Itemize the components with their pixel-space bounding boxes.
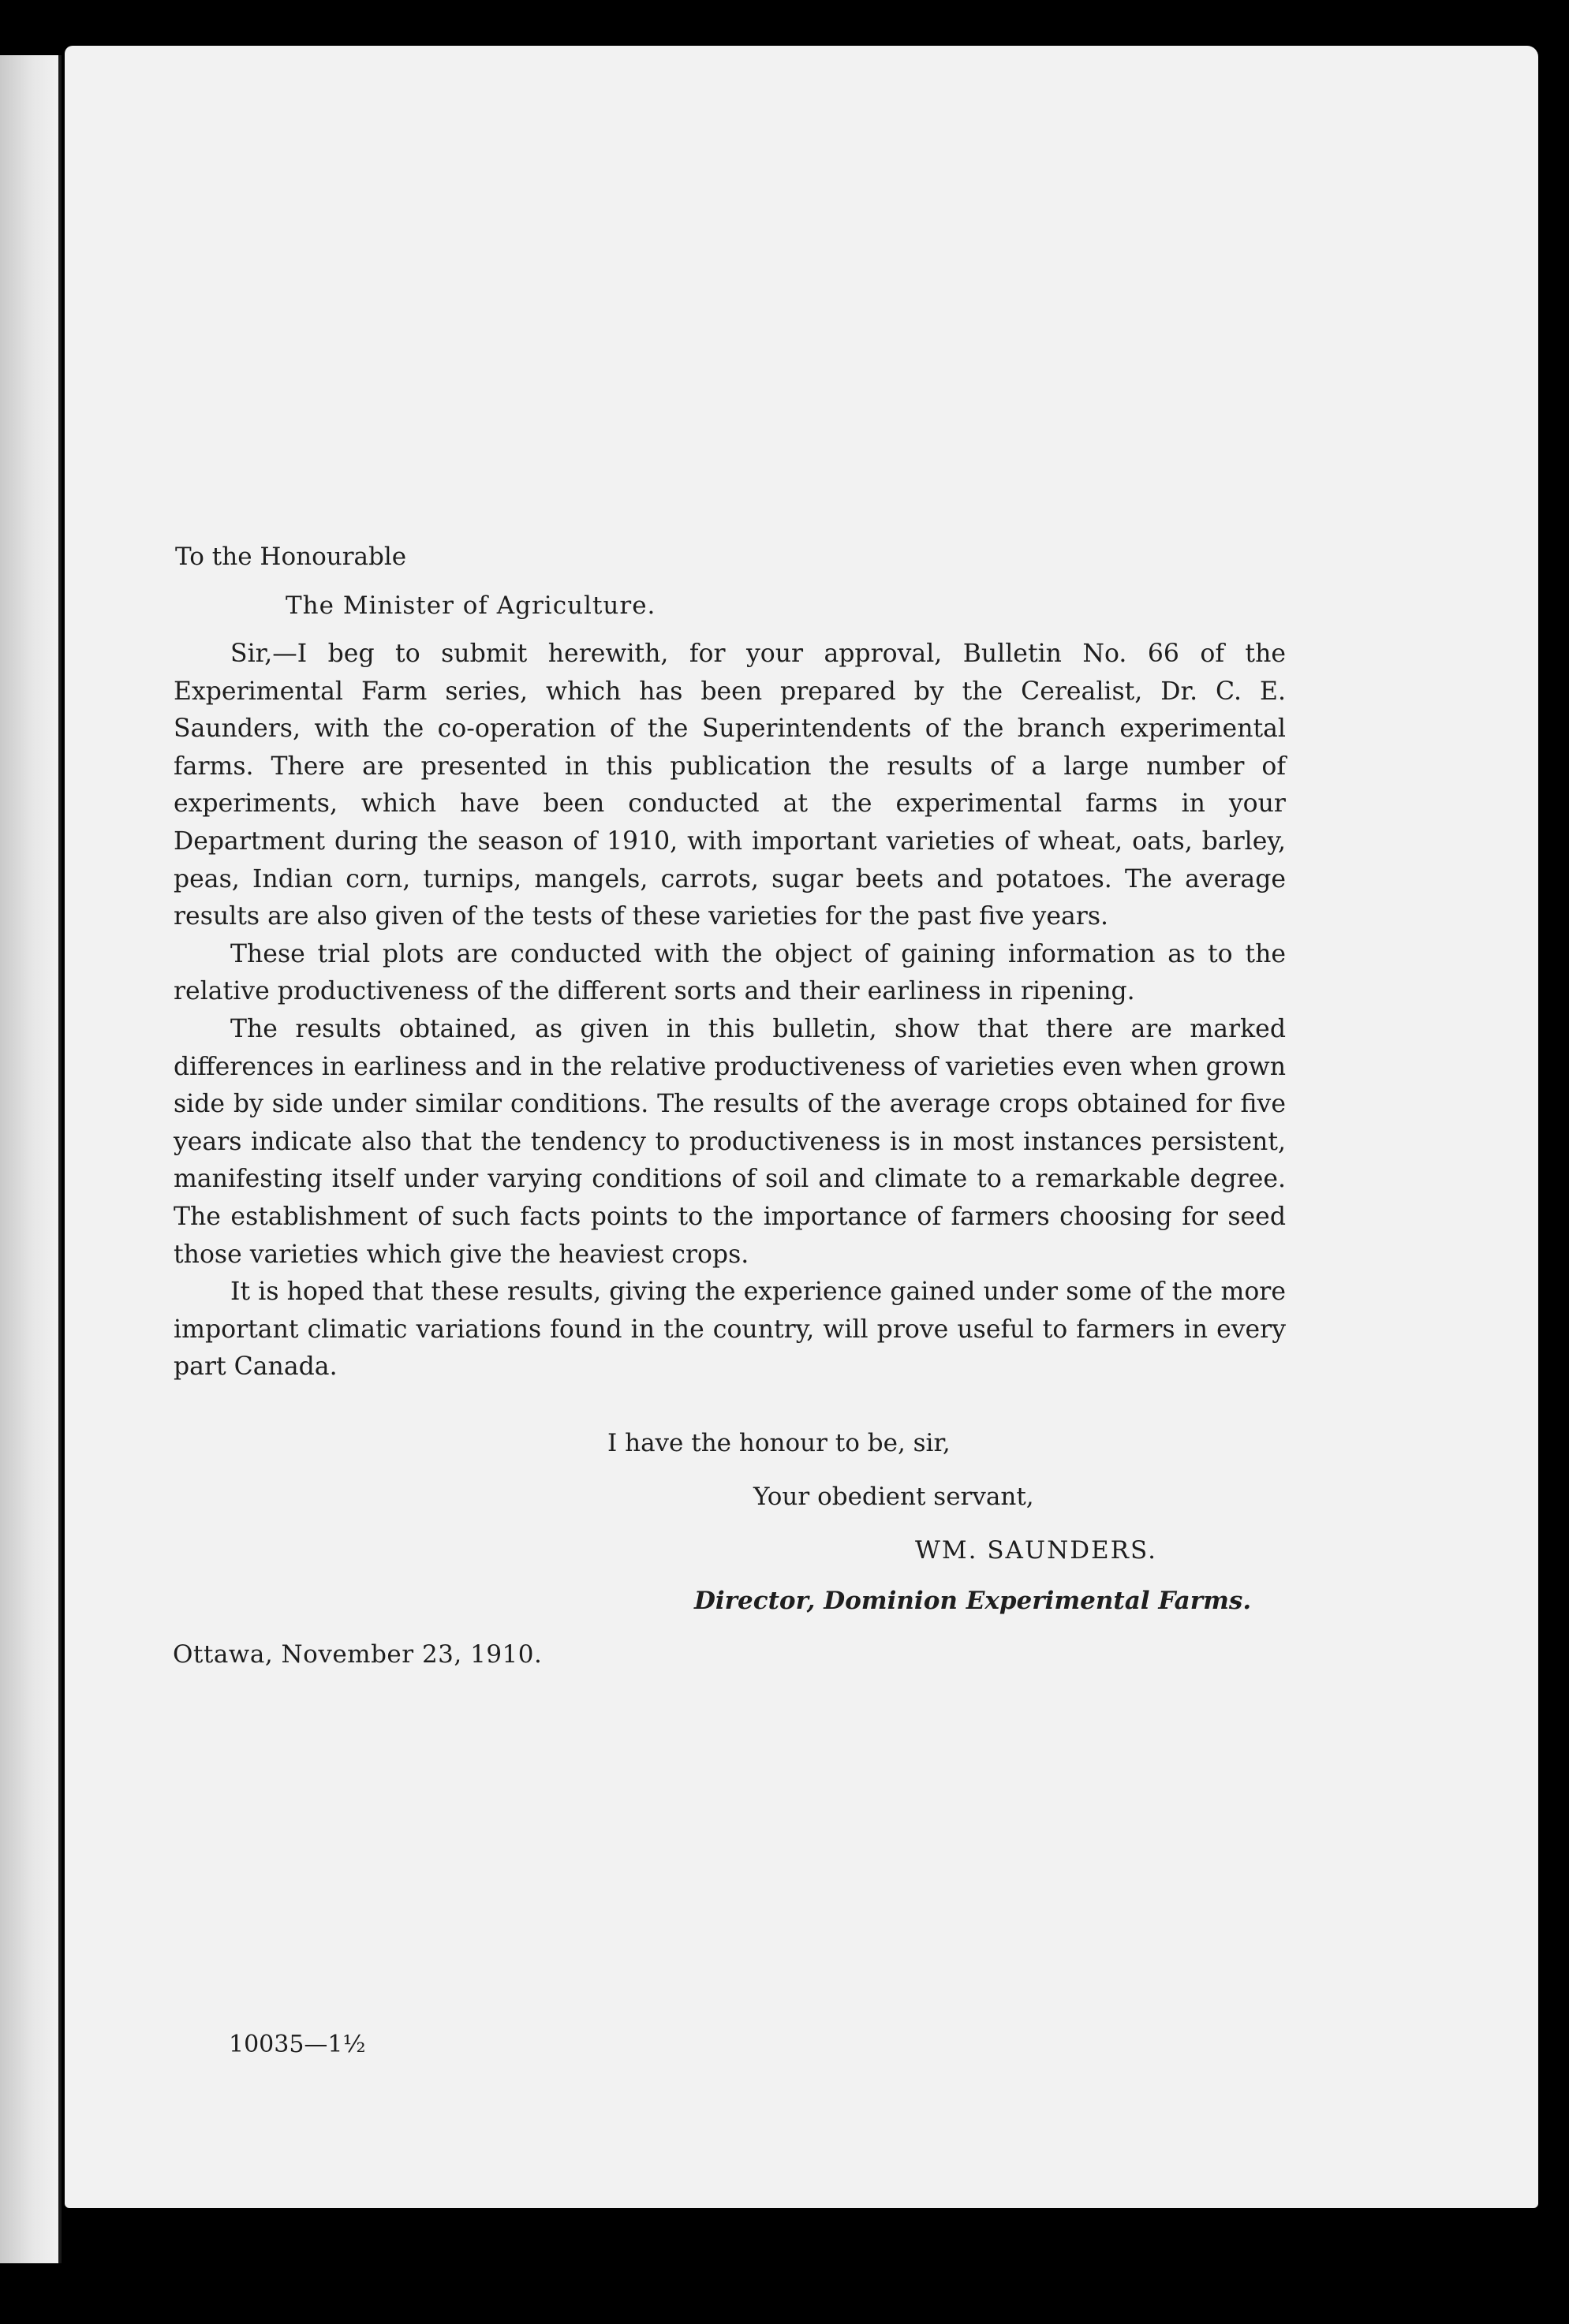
paragraph-2: These trial plots are conducted with the object of gaining information as to the relative productiveness of the different sorts and their earliness in ripening.	[174, 939, 1286, 1006]
servant-line: Your obedient servant,	[753, 1483, 1034, 1511]
paragraph-1: Sir,—I beg to submit herewith, for your approval, Bulletin No. 66 of the Experimental Farm series, which has been prepared by the Cerealist, Dr. C. E. Saunders, with the co-operation of the Superintendents of the branch experimental farms. There are presented in this publication the results of a large number of experiments, which have been conducted at the experimental farms in your Department during the season of 1910, with important varieties of wheat, oats, barley, peas, Indian corn, turnips, mangels, carrots, sugar beets and potatoes. The average results are also given of the tests of these varieties for the past five years.	[174, 640, 1286, 931]
letter-body	[174, 636, 1286, 1386]
signature-title: Director, Dominion Experimental Farms.	[694, 1587, 1252, 1615]
place-date: Ottawa, November 23, 1910.	[173, 1640, 543, 1669]
paragraph-4: It is hoped that these results, giving the experience gained under some of the more important climatic variations found in the country, will prove useful to farmers in every part Canada.	[174, 1278, 1286, 1382]
addressee-line-1: To the Honourable	[175, 543, 407, 571]
paragraph-3: The results obtained, as given in this bulletin, show that there are marked differences in earliness and in the relative productiveness of varieties even when grown side by side under similar conditions. The results of the average crops obtained for five years indicate also that the tendency to productiveness is in most instances persistent, manifesting itself under varying conditions of soil and climate to a remarkable degree. The establishment of such facts points to the importance of farmers choosing for seed those varieties which give the heaviest crops.	[174, 1014, 1286, 1269]
previous-page-edge	[0, 55, 62, 2263]
page-code: 10035—1½	[229, 2031, 366, 2058]
signature-name: WM. SAUNDERS.	[915, 1536, 1157, 1565]
addressee-line-2: The Minister of Agriculture.	[286, 591, 656, 620]
closing-line: I have the honour to be, sir,	[607, 1429, 951, 1457]
